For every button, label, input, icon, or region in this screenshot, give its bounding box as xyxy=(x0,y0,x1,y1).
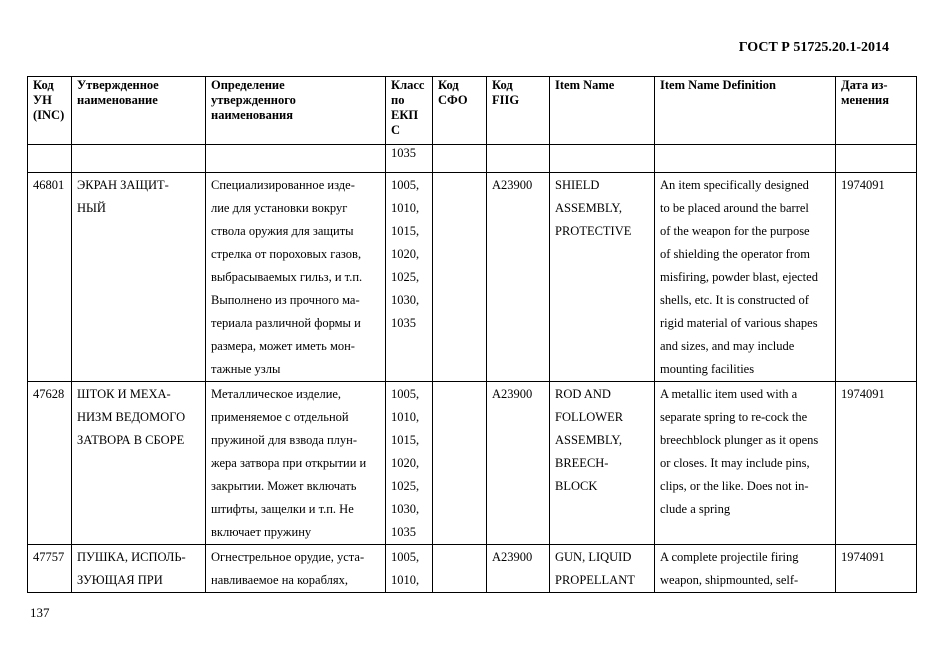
col-header-item-name-definition: Item Name Definition xyxy=(655,77,836,145)
col-header-change-date: Дата из- менения xyxy=(836,77,917,145)
cell-item-name: ROD AND FOLLOWER ASSEMBLY, BREECH- BLOCK xyxy=(550,382,655,545)
cell-item-name-definition: A metallic item used with a separate spring to re-cock the breechblock plunger as it opens or closes. It may include pins, clips, or the like. Does not in- clude a spring xyxy=(655,382,836,545)
cell-item-name-definition: An item specifically designed to be placed around the barrel of the weapon for the purpose of shielding the operator from misfiring, powder blast, ejected shells, etc. It is constructed of rigid material of various shapes and sizes, and may include mounting facilities xyxy=(655,173,836,382)
col-header-class: Класс по ЕКП С xyxy=(386,77,433,145)
cell-item-name-definition xyxy=(655,145,836,173)
cell-change-date: 1974091 xyxy=(836,545,917,593)
cell-definition: Металлическое изделие, применяемое с отдельной пружиной для взвода плун- жера затвора при открытии и закрытии. Может включать штифты, защелки и т.п. Не включает пружину xyxy=(206,382,386,545)
table-row xyxy=(28,382,917,545)
cell-item-name: SHIELD ASSEMBLY, PROTECTIVE xyxy=(550,173,655,382)
nomenclature-table xyxy=(27,76,917,593)
table-row xyxy=(28,173,917,382)
col-header-fiig-code: Код FIIG xyxy=(487,77,550,145)
cell-definition xyxy=(206,145,386,173)
col-header-sfo-code: Код СФО xyxy=(433,77,487,145)
cell-inc xyxy=(28,145,72,173)
cell-sfo-code xyxy=(433,382,487,545)
cell-sfo-code xyxy=(433,145,487,173)
cell-fiig-code xyxy=(487,145,550,173)
cell-approved-name: ШТОК И МЕХА- НИЗМ ВЕДОМОГО ЗАТВОРА В СБОРЕ xyxy=(72,382,206,545)
cell-change-date: 1974091 xyxy=(836,173,917,382)
cell-item-name xyxy=(550,145,655,173)
cell-sfo-code xyxy=(433,545,487,593)
cell-change-date xyxy=(836,145,917,173)
cell-fiig-code: A23900 xyxy=(487,173,550,382)
table-header-row xyxy=(28,77,917,145)
cell-fiig-code: A23900 xyxy=(487,382,550,545)
col-header-definition: Определение утвержденного наименования xyxy=(206,77,386,145)
cell-fiig-code: A23900 xyxy=(487,545,550,593)
cell-inc: 47757 xyxy=(28,545,72,593)
cell-inc: 47628 xyxy=(28,382,72,545)
cell-class: 1035 xyxy=(386,145,433,173)
col-header-item-name: Item Name xyxy=(550,77,655,145)
table-row xyxy=(28,545,917,593)
cell-class: 1005, 1010, 1015, 1020, 1025, 1030, 1035 xyxy=(386,382,433,545)
cell-class: 1005, 1010, 1015, 1020, 1025, 1030, 1035 xyxy=(386,173,433,382)
cell-approved-name: ПУШКА, ИСПОЛЬ- ЗУЮЩАЯ ПРИ xyxy=(72,545,206,593)
col-header-approved-name: Утвержденное наименование xyxy=(72,77,206,145)
cell-approved-name xyxy=(72,145,206,173)
col-header-inc: Код УН (INC) xyxy=(28,77,72,145)
cell-sfo-code xyxy=(433,173,487,382)
cell-change-date: 1974091 xyxy=(836,382,917,545)
table-row xyxy=(28,145,917,173)
cell-inc: 46801 xyxy=(28,173,72,382)
cell-approved-name: ЭКРАН ЗАЩИТ- НЫЙ xyxy=(72,173,206,382)
cell-item-name-definition: A complete projectile firing weapon, shipmounted, self- xyxy=(655,545,836,593)
cell-definition: Огнестрельное орудие, уста- навливаемое на кораблях, xyxy=(206,545,386,593)
cell-definition: Специализированное изде- лие для установки вокруг ствола оружия для защиты стрелка от пороховых газов, выбрасываемых гильз, и т.п. Выполнено из прочного ма- териала различной формы и размера, может иметь мон- тажные узлы xyxy=(206,173,386,382)
page-number: 137 xyxy=(30,605,50,620)
cell-item-name: GUN, LIQUID PROPELLANT xyxy=(550,545,655,593)
document-header: ГОСТ Р 51725.20.1-2014 xyxy=(738,40,889,55)
cell-class: 1005, 1010, xyxy=(386,545,433,593)
